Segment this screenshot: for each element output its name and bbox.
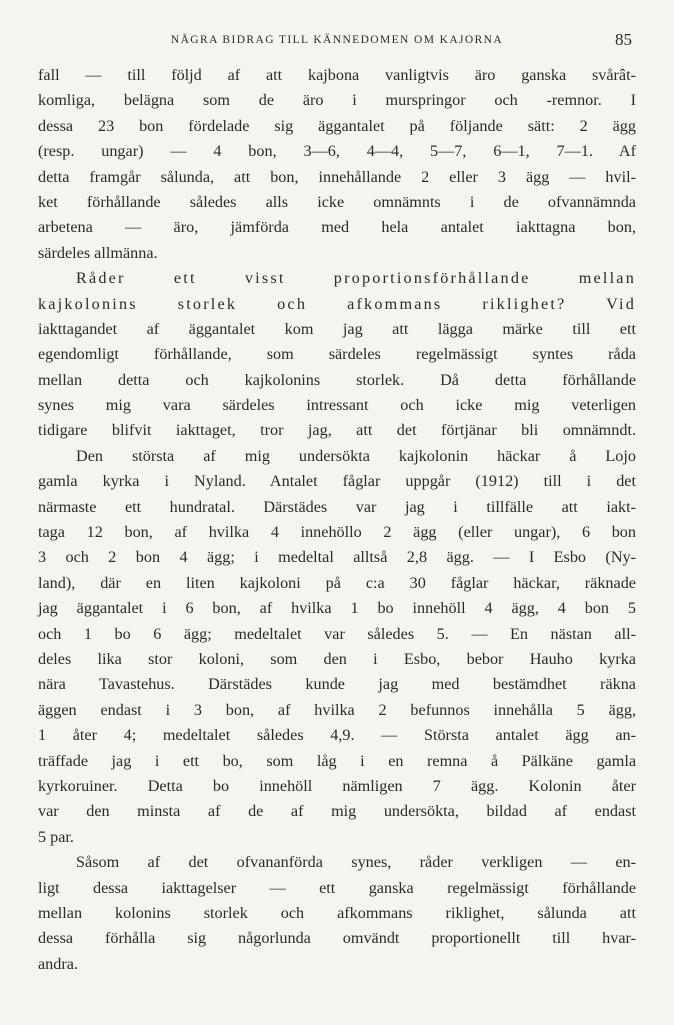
text-line: detta framgår sålunda, att bon, innehållande 2 eller 3 ägg — hvil- (38, 167, 636, 186)
text-line: land), där en liten kajkoloni på c:a 30 fåglar häckar, räknade (38, 573, 636, 592)
text-line: ligt dessa iakttagelser — ett ganska regelmässigt förhållande (38, 878, 636, 897)
text-line: nära Tavastehus. Därstädes kunde jag med bestämdhet räkna (38, 675, 636, 694)
section-heading-line: Råder ett visst proportionsförhållande mellan (76, 269, 636, 288)
page-number: 85 (615, 30, 632, 49)
text-line: och 1 bo 6 ägg; medeltalet var således 5. — En nästan all- (38, 624, 636, 643)
text-line: dessa 23 bon fördelade sig äggantalet på följande sätt: 2 ägg (38, 116, 636, 135)
running-header (38, 30, 636, 54)
text-line: träffade jag i ett bo, som låg i en remna å Pälkäne gamla (38, 751, 636, 770)
text-line: taga 12 bon, af hvilka 4 innehöllo 2 ägg (eller ungar), 6 bon (38, 523, 636, 542)
section-heading-line: kajkolonins storlek och afkommans riklighet? Vid (38, 294, 636, 313)
text-line: arbetena — äro, jämförda med hela antalet iakttagna bon, (38, 218, 636, 237)
body-text (38, 63, 636, 977)
text-line: kyrkoruiner. Detta bo innehöll nämligen 7 ägg. Kolonin åter (38, 776, 636, 795)
text-line: synes mig vara särdeles intressant och icke mig veterligen (38, 396, 636, 415)
text-line: ket förhållande således alls icke omnämnts i de ofvannämnda (38, 192, 636, 211)
text-line: 3 och 2 bon 4 ägg; i medeltal alltså 2,8 ägg. — I Esbo (Ny- (38, 548, 636, 567)
text-line: iakttagandet af äggantalet kom jag att lägga märke till ett (38, 319, 636, 338)
text-line: särdeles allmänna. (38, 243, 158, 262)
text-line: deles lika stor koloni, som den i Esbo, bebor Hauho kyrka (38, 649, 636, 668)
text-line: Såsom af det ofvananförda synes, råder verkligen — en- (76, 853, 636, 872)
text-line: fall — till följd af att kajbona vanligtvis äro ganska svårât- (38, 66, 636, 84)
text-line: mellan kolonins storlek och afkommans riklighet, sålunda att (38, 903, 636, 922)
text-line: 5 par. (38, 827, 74, 846)
running-title: NÅGRA BIDRAG TILL KÄNNEDOMEN OM KAJORNA (170, 34, 504, 46)
text-line: komliga, belägna som de äro i murspringor och -remnor. I (38, 91, 636, 110)
text-line: dessa förhålla sig någorlunda omvändt proportionellt till hvar- (38, 929, 636, 948)
text-line: äggen endast i 3 bon, af hvilka 2 befunnos innehålla 5 ägg, (38, 700, 636, 719)
text-line: Den största af mig undersökta kajkolonin häckar å Lojo (76, 446, 636, 465)
text-line: tidigare blifvit iakttaget, tror jag, att det förtjänar bli omnämndt. (38, 421, 636, 440)
text-line: gamla kyrka i Nyland. Antalet fåglar uppgår (1912) till i det (38, 472, 636, 491)
text-line: närmaste ett hundratal. Därstädes var jag i tillfälle att iakt- (38, 497, 636, 516)
text-line: mellan detta och kajkolonins storlek. Då detta förhållande (38, 370, 636, 389)
text-line: egendomligt förhållande, som särdeles regelmässigt syntes råda (38, 345, 636, 364)
text-line: jag äggantalet i 6 bon, af hvilka 1 bo innehöll 4 ägg, 4 bon 5 (38, 599, 636, 618)
text-line: andra. (38, 954, 78, 973)
text-line: var den minsta af de af mig undersökta, bildad af endast (38, 802, 636, 821)
text-line: 1 åter 4; medeltalet således 4,9. — Största antalet ägg an- (38, 726, 636, 745)
text-line: (resp. ungar) — 4 bon, 3—6, 4—4, 5—7, 6—1, 7—1. Af (38, 142, 636, 161)
